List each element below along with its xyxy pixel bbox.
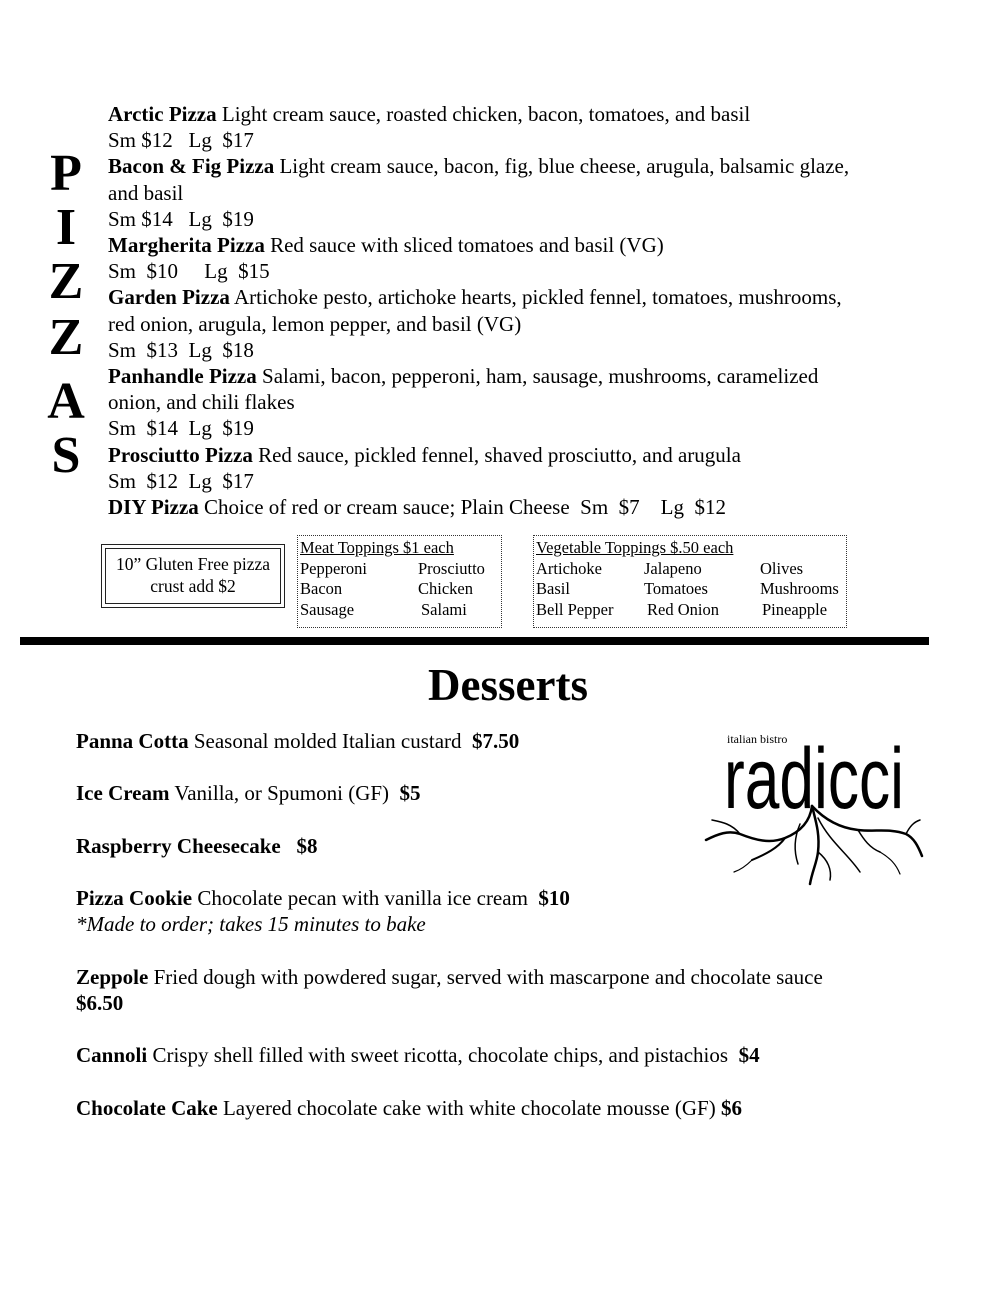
dessert-item — [76, 1095, 926, 1121]
dessert-name: Raspberry Cheesecake — [76, 833, 281, 858]
pizza-description: Light cream sauce, roasted chicken, bacon, tomatoes, and basil — [221, 102, 751, 126]
pizza-description: Red sauce with sliced tomatoes and basil (VG) — [270, 233, 664, 258]
pizza-item — [108, 101, 938, 127]
pizza-description-cont: onion, and chili flakes — [108, 390, 295, 415]
section-divider — [20, 637, 929, 645]
dessert-name: Panna Cotta — [76, 729, 189, 753]
desserts-title: Desserts — [428, 660, 588, 710]
dessert-description: Chocolate pecan with vanilla ice cream — [197, 886, 528, 911]
gluten-free-line: crust add $2 — [150, 576, 236, 596]
pizza-name: Margherita Pizza — [108, 233, 265, 258]
dessert-price: $4 — [738, 1043, 760, 1068]
topping-item: Tomatoes — [644, 579, 708, 598]
dessert-name: Ice Cream — [76, 781, 170, 806]
dessert-item — [76, 885, 926, 911]
topping-item: Sausage — [300, 599, 355, 619]
pizza-item — [108, 363, 938, 389]
dessert-price: $8 — [296, 833, 318, 858]
pizza-price: Sm $10 Lg $15 — [108, 259, 270, 284]
dessert-item — [76, 1042, 926, 1068]
topping-item: Bacon — [300, 579, 343, 598]
pizza-item-diy — [108, 494, 938, 520]
topping-row — [300, 600, 501, 621]
dessert-description: Vanilla, or Spumoni (GF) — [174, 781, 390, 806]
pizza-name: DIY Pizza — [108, 495, 199, 520]
topping-item: Chicken — [418, 579, 473, 598]
pizza-name: Garden Pizza — [108, 285, 230, 310]
pizza-item — [108, 232, 938, 258]
pizza-price: Sm $14 Lg $19 — [108, 416, 254, 441]
topping-item: Mushrooms — [760, 579, 839, 598]
veg-toppings-header: Vegetable Toppings $.50 each — [536, 538, 734, 557]
pizza-name: Panhandle Pizza — [108, 364, 257, 389]
dessert-description: Fried dough with powdered sugar, served with mascarpone and chocolate sauce — [153, 964, 823, 989]
pizza-list — [108, 101, 938, 520]
dessert-name: Zeppole — [76, 964, 149, 989]
pizzas-letter: Z — [48, 253, 84, 310]
pizzas-letter: I — [55, 199, 77, 256]
topping-item: Artichoke — [536, 558, 602, 578]
topping-item: Prosciutto — [418, 558, 485, 578]
dessert-price: $10 — [538, 886, 570, 911]
logo-tagline: italian bistro — [727, 732, 788, 746]
topping-row — [536, 579, 846, 600]
dessert-price: $6 — [720, 1095, 742, 1120]
pizza-description-cont: red onion, arugula, lemon pepper, and basil (VG) — [108, 311, 522, 336]
meat-toppings-box — [297, 535, 502, 628]
pizza-price: Sm $12 Lg $17 — [108, 468, 254, 493]
pizza-description: Choice of red or cream sauce; Plain Cheese Sm $7 Lg $12 — [204, 495, 726, 520]
dessert-price: $7.50 — [472, 729, 520, 753]
topping-item: Olives — [760, 558, 804, 578]
dessert-name: Chocolate Cake — [76, 1095, 218, 1120]
pizza-description-cont: and basil — [108, 180, 184, 205]
pizza-description: Salami, bacon, pepperoni, ham, sausage, mushrooms, caramelized — [262, 364, 819, 389]
pizza-item — [108, 153, 938, 179]
meat-toppings-header: Meat Toppings $1 each — [300, 538, 454, 557]
dessert-price: $6.50 — [76, 990, 124, 1015]
dessert-item — [76, 964, 926, 990]
topping-row — [300, 579, 501, 600]
dessert-description: Seasonal molded Italian custard — [193, 729, 462, 753]
pizza-name: Arctic Pizza — [108, 102, 217, 126]
pizza-item — [108, 442, 938, 468]
pizza-name: Prosciutto Pizza — [108, 442, 253, 467]
topping-row — [536, 600, 846, 621]
dessert-description: Layered chocolate cake with white chocolate mousse (GF) — [222, 1095, 716, 1120]
topping-item: Basil — [536, 579, 570, 598]
pizzas-letter: Z — [48, 309, 84, 366]
pizzas-letter: S — [51, 427, 81, 484]
dessert-name: Pizza Cookie — [76, 886, 193, 911]
pizza-name: Bacon & Fig Pizza — [108, 154, 275, 179]
topping-row — [536, 559, 846, 580]
dessert-note: *Made to order; takes 15 minutes to bake — [76, 912, 426, 937]
pizza-description: Light cream sauce, bacon, fig, blue cheese, arugula, balsamic glaze, — [279, 154, 850, 179]
topping-item: Bell Pepper — [536, 599, 614, 619]
logo-wordmark: radicci — [724, 731, 904, 827]
logo-graphic — [700, 722, 925, 887]
topping-item: Pepperoni — [300, 558, 367, 578]
gluten-free-line: 10” Gluten Free pizza — [115, 554, 271, 574]
pizza-price: Sm $12 Lg $17 — [108, 128, 254, 153]
gluten-free-box — [101, 544, 285, 608]
dessert-name: Cannoli — [76, 1043, 148, 1068]
pizza-price: Sm $13 Lg $18 — [108, 337, 254, 362]
topping-item: Salami — [421, 599, 467, 619]
pizza-description: Artichoke pesto, artichoke hearts, pickled fennel, tomatoes, mushrooms, — [233, 285, 842, 310]
topping-row — [300, 559, 501, 580]
radicci-logo — [700, 722, 925, 887]
pizza-description: Red sauce, pickled fennel, shaved prosciutto, and arugula — [258, 442, 741, 467]
topping-item: Pineapple — [762, 599, 828, 619]
pizzas-letter: A — [47, 373, 85, 430]
dessert-description: Crispy shell filled with sweet ricotta, chocolate chips, and pistachios — [152, 1043, 729, 1068]
pizza-price: Sm $14 Lg $19 — [108, 206, 254, 231]
topping-item: Jalapeno — [644, 558, 702, 578]
pizzas-letter: P — [50, 145, 82, 202]
topping-item: Red Onion — [647, 599, 719, 619]
veg-toppings-box — [533, 535, 847, 628]
pizza-item — [108, 284, 938, 310]
dessert-price: $5 — [399, 781, 421, 806]
